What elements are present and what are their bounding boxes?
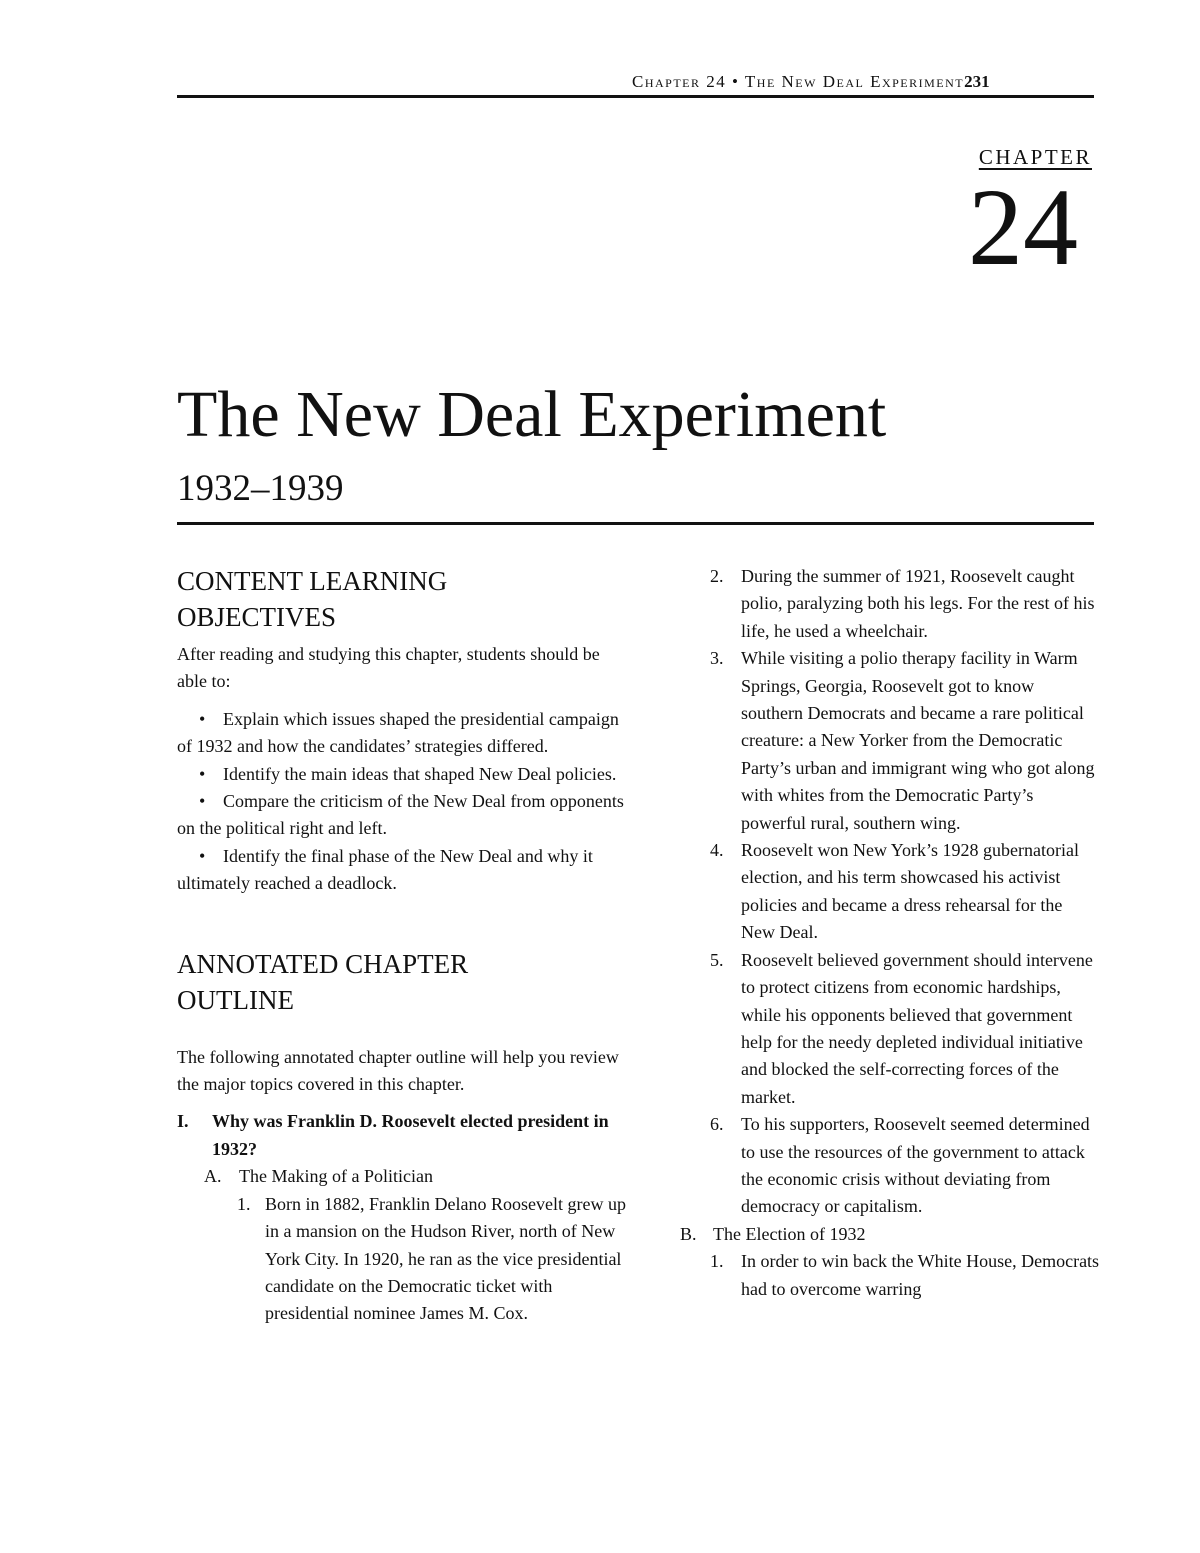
right-column xyxy=(680,563,1100,1303)
outline-item-number: 3. xyxy=(710,648,724,669)
objectives-list xyxy=(177,706,627,898)
left-column xyxy=(177,563,627,1328)
title-rule xyxy=(177,522,1094,525)
outline-section-number: I. xyxy=(177,1111,189,1132)
bullet-icon: • xyxy=(199,708,206,729)
outline-item-number: 1. xyxy=(237,1193,251,1214)
outline-intro: The following annotated chapter outline will help you review the major topics covered in this chapter. xyxy=(177,1046,619,1095)
outline-item-text: Roosevelt won New York’s 1928 gubernatorial election, and his term showcased his activist policies and became a dress rehearsal for the New Deal. xyxy=(741,840,1079,943)
outline-subsection xyxy=(177,1163,627,1190)
outline-item-text: Born in 1882, Franklin Delano Roosevelt grew up in a mansion on the Hudson River, north of New York City. In 1920, he ran as the vice presidential candidate on the Democratic ticket with presidential nominee James M. Cox. xyxy=(265,1193,626,1324)
outline-item xyxy=(177,1191,627,1328)
objectives-heading-line2: OBJECTIVES xyxy=(177,602,337,632)
bullet-icon: • xyxy=(199,845,206,866)
objectives-heading xyxy=(177,563,627,635)
chapter-dates: 1932–1939 xyxy=(177,468,344,509)
outline-subsection xyxy=(680,1221,1100,1248)
outline-item xyxy=(680,837,1100,947)
objectives-heading-line1: CONTENT LEARNING xyxy=(177,566,448,596)
outline-subsection-title: The Making of a Politician xyxy=(239,1166,433,1187)
outline-item-text: During the summer of 1921, Roosevelt caught polio, paralyzing both his legs. For the rest of his life, he used a wheelchair. xyxy=(741,566,1095,641)
objective-item: • Identify the main ideas that shaped New Deal policies. xyxy=(177,761,627,788)
outline-item xyxy=(680,563,1100,645)
chapter-number: 24 xyxy=(968,166,1078,288)
outline-heading xyxy=(177,946,627,1018)
outline-subsection-letter: A. xyxy=(204,1166,222,1187)
page-number: 231 xyxy=(964,72,990,91)
outline-item-text: While visiting a polio therapy facility in Warm Springs, Georgia, Roosevelt got to know southern Democrats and became a rare political creature: a New Yorker from the Democratic Party’s urban and immigrant wing who got along with whites from the Democratic Party’s powerful rural, southern wing. xyxy=(741,648,1095,833)
bullet-icon: • xyxy=(199,791,206,812)
outline-item xyxy=(680,947,1100,1111)
outline-item-text: Roosevelt believed government should intervene to protect citizens from economic hardships, while his opponents believed that government help for the needy depleted individual initiative and blocked the self-correcting forces of the market. xyxy=(741,949,1093,1107)
outline-subsection-title: The Election of 1932 xyxy=(713,1223,866,1244)
bullet-icon: • xyxy=(199,763,206,784)
outline-heading-line2: OUTLINE xyxy=(177,984,294,1015)
outline-item-number: 5. xyxy=(710,949,724,970)
objectives-intro: After reading and studying this chapter, students should be able to: xyxy=(177,644,600,692)
outline-subsection-letter: B. xyxy=(680,1223,697,1244)
objective-item: • Compare the criticism of the New Deal from opponents on the political right and left. xyxy=(177,788,627,843)
running-head-text: Chapter 24 • The New Deal Experiment xyxy=(632,72,965,91)
outline-item xyxy=(680,645,1100,837)
outline-item-number: 6. xyxy=(710,1114,724,1135)
objective-item: • Identify the final phase of the New Deal and why it ultimately reached a deadlock. xyxy=(177,843,627,898)
outline-item-text: In order to win back the White House, Democrats had to overcome warring xyxy=(741,1251,1100,1299)
chapter-title: The New Deal Experiment xyxy=(177,378,887,451)
outline-item-number: 2. xyxy=(710,566,724,586)
outline-item-text: To his supporters, Roosevelt seemed determined to use the resources of the government to attack the economic crisis without deviating from democracy or capitalism. xyxy=(741,1114,1090,1217)
running-head xyxy=(632,72,1072,92)
outline-item xyxy=(680,1248,1100,1303)
outline-heading-line1: ANNOTATED CHAPTER xyxy=(177,948,469,979)
header-rule xyxy=(177,95,1094,98)
outline-section xyxy=(177,1108,627,1163)
objective-item: • Explain which issues shaped the presidential campaign of 1932 and how the candidates’ strategies differed. xyxy=(177,706,627,761)
outline-section-title: Why was Franklin D. Roosevelt elected president in 1932? xyxy=(212,1111,609,1159)
chapter-label: CHAPTER xyxy=(978,145,1092,169)
outline-item-number: 4. xyxy=(710,840,724,861)
outline-item xyxy=(680,1111,1100,1221)
outline-item-number: 1. xyxy=(710,1251,724,1272)
